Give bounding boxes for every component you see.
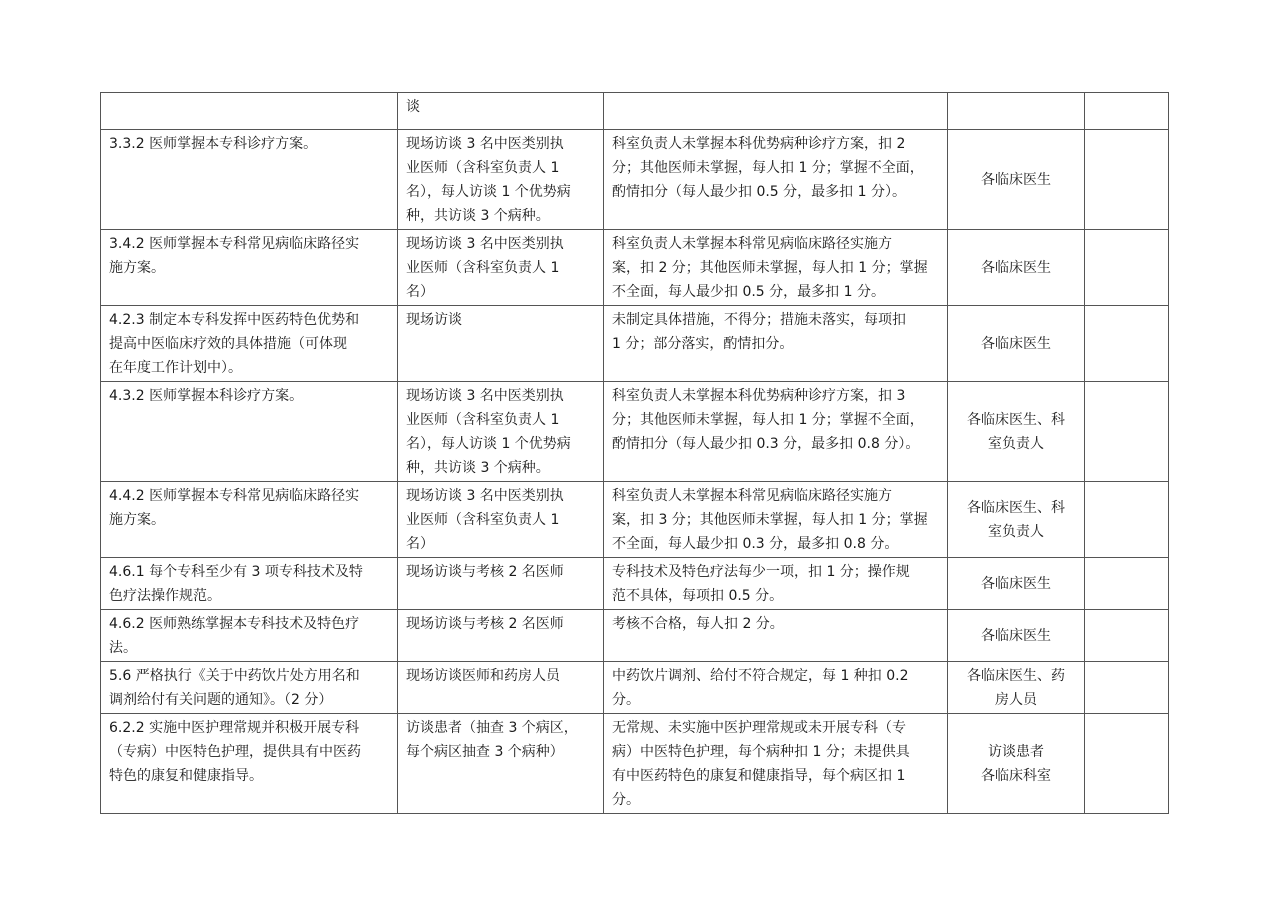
cell-text: 考核不合格，每人扣 2 分。 <box>612 616 784 632</box>
method-cell <box>398 714 604 814</box>
cell-text: 在年度工作计划中）。 <box>109 360 242 376</box>
cell-text: 现场访谈与考核 2 名医师 <box>406 564 564 580</box>
standard-cell <box>101 610 398 662</box>
cell-text: 名），每人访谈 1 个优势病 <box>406 184 571 200</box>
scoring-cell <box>604 558 948 610</box>
cell-text: 现场访谈 3 名中医类别执 <box>406 488 564 504</box>
cell-text: 1 分；部分落实，酌情扣分。 <box>612 336 794 352</box>
assessment-table <box>100 92 1169 814</box>
remark-cell <box>1085 662 1169 714</box>
target-cell <box>948 714 1085 814</box>
remark-cell <box>1085 610 1169 662</box>
cell-text: 范不具体，每项扣 0.5 分。 <box>612 588 784 604</box>
cell-text: 酌情扣分（每人最少扣 0.3 分，最多扣 0.8 分）。 <box>612 436 920 452</box>
cell-text: 名） <box>406 284 434 300</box>
standard-cell <box>101 93 398 130</box>
scoring-cell <box>604 482 948 558</box>
cell-text: 法。 <box>109 640 137 656</box>
cell-text: 现场访谈医师和药房人员 <box>406 668 560 684</box>
cell-text: 各临床医生、科 <box>967 500 1065 516</box>
standard-cell <box>101 130 398 230</box>
remark-cell <box>1085 558 1169 610</box>
cell-text: 现场访谈 3 名中医类别执 <box>406 236 564 252</box>
cell-text: （专病）中医特色护理，提供具有中医药 <box>109 744 361 760</box>
cell-text: 各临床医生、科 <box>967 412 1065 428</box>
remark-cell <box>1085 382 1169 482</box>
standard-cell <box>101 558 398 610</box>
cell-text: 不全面，每人最少扣 0.5 分，最多扣 1 分。 <box>612 284 885 300</box>
table-row <box>101 306 1169 382</box>
cell-text: 业医师（含科室负责人 1 <box>406 160 560 176</box>
method-cell <box>398 382 604 482</box>
scoring-cell <box>604 382 948 482</box>
table-row <box>101 482 1169 558</box>
remark-cell <box>1085 306 1169 382</box>
cell-text: 专科技术及特色疗法每少一项，扣 1 分；操作规 <box>612 564 910 580</box>
method-cell <box>398 482 604 558</box>
cell-text: 访谈患者（抽查 3 个病区， <box>406 720 578 736</box>
cell-text: 名），每人访谈 1 个优势病 <box>406 436 571 452</box>
cell-text: 分；其他医师未掌握，每人扣 1 分；掌握不全面， <box>612 412 924 428</box>
cell-text: 不全面，每人最少扣 0.3 分，最多扣 0.8 分。 <box>612 536 899 552</box>
cell-text: 色疗法操作规范。 <box>109 588 221 604</box>
cell-text: 科室负责人未掌握本科优势病种诊疗方案，扣 2 <box>612 136 906 152</box>
target-cell <box>948 610 1085 662</box>
scoring-cell <box>604 662 948 714</box>
scoring-cell <box>604 130 948 230</box>
cell-text: 谈 <box>406 99 420 115</box>
target-cell <box>948 93 1085 130</box>
cell-text: 各临床科室 <box>981 768 1051 784</box>
cell-text: 6.2.2 实施中医护理常规并积极开展专科 <box>109 720 360 736</box>
assessment-table-body <box>101 93 1169 814</box>
cell-text: 分。 <box>612 792 640 808</box>
target-cell <box>948 382 1085 482</box>
target-cell <box>948 662 1085 714</box>
table-row <box>101 130 1169 230</box>
cell-text: 3.4.2 医师掌握本专科常见病临床路径实 <box>109 236 360 252</box>
method-cell <box>398 130 604 230</box>
method-cell <box>398 230 604 306</box>
cell-text: 访谈患者 <box>988 744 1044 760</box>
cell-text: 各临床医生、药 <box>967 668 1065 684</box>
cell-text: 4.2.3 制定本专科发挥中医药特色优势和 <box>109 312 360 328</box>
cell-text: 病）中医特色护理，每个病种扣 1 分；未提供具 <box>612 744 910 760</box>
remark-cell <box>1085 230 1169 306</box>
method-cell <box>398 558 604 610</box>
target-cell <box>948 558 1085 610</box>
scoring-cell <box>604 610 948 662</box>
target-cell <box>948 482 1085 558</box>
cell-text: 分。 <box>612 692 640 708</box>
cell-text: 分；其他医师未掌握，每人扣 1 分；掌握不全面， <box>612 160 924 176</box>
cell-text: 现场访谈 3 名中医类别执 <box>406 136 564 152</box>
table-row <box>101 558 1169 610</box>
cell-text: 现场访谈 3 名中医类别执 <box>406 388 564 404</box>
cell-text: 业医师（含科室负责人 1 <box>406 512 560 528</box>
remark-cell <box>1085 714 1169 814</box>
cell-text: 5.6 严格执行《关于中药饮片处方用名和 <box>109 668 360 684</box>
cell-text: 酌情扣分（每人最少扣 0.5 分，最多扣 1 分）。 <box>612 184 906 200</box>
cell-text: 4.4.2 医师掌握本专科常见病临床路径实 <box>109 488 360 504</box>
method-cell <box>398 93 604 130</box>
target-cell <box>948 306 1085 382</box>
cell-text: 有中医药特色的康复和健康指导，每个病区扣 1 <box>612 768 906 784</box>
cell-text: 科室负责人未掌握本科常见病临床路径实施方 <box>612 488 892 504</box>
standard-cell <box>101 382 398 482</box>
cell-text: 案，扣 3 分；其他医师未掌握，每人扣 1 分；掌握 <box>612 512 928 528</box>
cell-text: 3.3.2 医师掌握本专科诊疗方案。 <box>109 136 318 152</box>
cell-text: 未制定具体措施，不得分；措施未落实，每项扣 <box>612 312 906 328</box>
standard-cell <box>101 714 398 814</box>
table-row <box>101 714 1169 814</box>
scoring-cell <box>604 230 948 306</box>
standard-cell <box>101 482 398 558</box>
target-cell <box>948 230 1085 306</box>
method-cell <box>398 662 604 714</box>
cell-text: 各临床医生 <box>981 628 1051 644</box>
table-row <box>101 382 1169 482</box>
standard-cell <box>101 306 398 382</box>
target-cell <box>948 130 1085 230</box>
cell-text: 种，共访谈 3 个病种。 <box>406 460 550 476</box>
scoring-cell <box>604 306 948 382</box>
cell-text: 现场访谈 <box>406 312 462 328</box>
remark-cell <box>1085 93 1169 130</box>
cell-text: 各临床医生 <box>981 576 1051 592</box>
cell-text: 4.6.2 医师熟练掌握本专科技术及特色疗 <box>109 616 360 632</box>
method-cell <box>398 306 604 382</box>
cell-text: 各临床医生 <box>981 172 1051 188</box>
cell-text: 案，扣 2 分；其他医师未掌握，每人扣 1 分；掌握 <box>612 260 928 276</box>
cell-text: 每个病区抽查 3 个病种） <box>406 744 564 760</box>
table-row <box>101 230 1169 306</box>
cell-text: 种，共访谈 3 个病种。 <box>406 208 550 224</box>
cell-text: 现场访谈与考核 2 名医师 <box>406 616 564 632</box>
cell-text: 各临床医生 <box>981 260 1051 276</box>
cell-text: 业医师（含科室负责人 1 <box>406 260 560 276</box>
cell-text: 室负责人 <box>988 524 1044 540</box>
standard-cell <box>101 662 398 714</box>
table-row <box>101 610 1169 662</box>
cell-text: 科室负责人未掌握本科常见病临床路径实施方 <box>612 236 892 252</box>
cell-text: 提高中医临床疗效的具体措施（可体现 <box>109 336 347 352</box>
cell-text: 施方案。 <box>109 512 165 528</box>
standard-cell <box>101 230 398 306</box>
cell-text: 调剂给付有关问题的通知》。（2 分） <box>109 692 333 708</box>
cell-text: 房人员 <box>995 692 1037 708</box>
cell-text: 4.3.2 医师掌握本科诊疗方案。 <box>109 388 304 404</box>
cell-text: 无常规、未实施中医护理常规或未开展专科（专 <box>612 720 906 736</box>
cell-text: 名） <box>406 536 434 552</box>
cell-text: 4.6.1 每个专科至少有 3 项专科技术及特 <box>109 564 363 580</box>
cell-text: 业医师（含科室负责人 1 <box>406 412 560 428</box>
remark-cell <box>1085 482 1169 558</box>
table-row <box>101 93 1169 130</box>
cell-text: 施方案。 <box>109 260 165 276</box>
cell-text: 室负责人 <box>988 436 1044 452</box>
method-cell <box>398 610 604 662</box>
cell-text: 各临床医生 <box>981 336 1051 352</box>
cell-text: 科室负责人未掌握本科优势病种诊疗方案，扣 3 <box>612 388 906 404</box>
remark-cell <box>1085 130 1169 230</box>
table-row <box>101 662 1169 714</box>
scoring-cell <box>604 714 948 814</box>
cell-text: 特色的康复和健康指导。 <box>109 768 263 784</box>
cell-text: 中药饮片调剂、给付不符合规定，每 1 种扣 0.2 <box>612 668 909 684</box>
scoring-cell <box>604 93 948 130</box>
